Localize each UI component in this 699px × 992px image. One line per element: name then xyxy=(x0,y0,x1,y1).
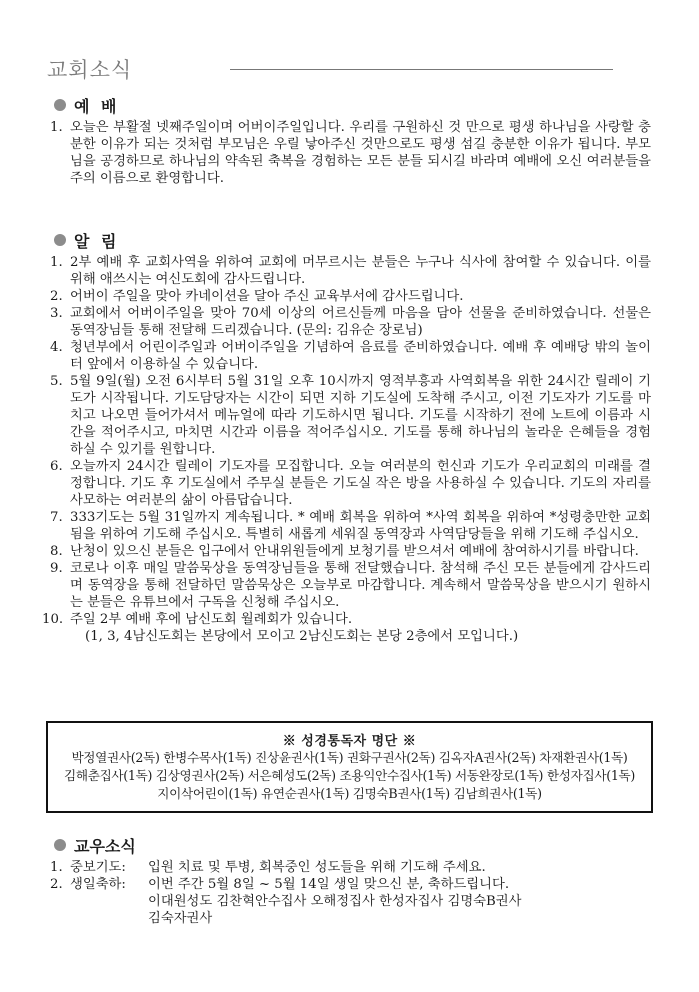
list-item xyxy=(50,288,651,305)
notices-title: 알 림 xyxy=(74,231,120,251)
list-item xyxy=(50,509,651,543)
birthday-names: 김숙자권사 xyxy=(148,911,213,926)
list-item xyxy=(50,543,651,560)
worship-section xyxy=(50,94,651,187)
item-text: 난청이 있으신 분들은 입구에서 안내위원들에게 보청기를 받으셔서 예배에 참여하시기를 바랍니다. xyxy=(70,544,639,559)
item-text: 333기도는 5월 31일까지 계속됩니다. * 예배 회복을 위하여 *사역 회복을 위하여 *성령충만한 교회됨을 위하여 기도해 주십시오. 특별히 새롭게 세워질 동역장과 사역담당들을 위해 기도해 주십시오. xyxy=(70,510,651,542)
list-item xyxy=(50,560,651,611)
list-item xyxy=(50,305,651,339)
item-text: 교회에서 어버이주일을 맞아 70세 이상의 어르신들께 마음을 담아 선물을 준비하였습니다. 선물은 동역장님들 통해 전달해 드리겠습니다. (문의: 김유순 장로님) xyxy=(70,306,651,338)
bible-readers-line: 박정열권사(2독) 한병수목사(1독) 진상윤권사(1독) 권화구권사(2독) 김옥자A권사(2독) 차재환권사(1독) xyxy=(71,750,628,765)
item-number: 1. xyxy=(50,860,63,875)
worship-title: 예 배 xyxy=(74,96,120,116)
item-number: 9. xyxy=(50,561,63,576)
item-number: 2. xyxy=(50,877,63,892)
item-number: 1. xyxy=(50,255,63,270)
item-text: 청년부에서 어린이주일과 어버이주일을 기념하여 음료를 준비하였습니다. 예배 후 예배당 밖의 놀이터 앞에서 이용하실 수 있습니다. xyxy=(70,340,651,372)
item-label: 생일축하: xyxy=(70,877,126,892)
item-number: 7. xyxy=(50,510,63,525)
item-text: 2부 예배 후 교회사역을 위하여 교회에 머무르시는 분들은 누구나 식사에 참여할 수 있습니다. 이를 위해 애쓰시는 여신도회에 감사드립니다. xyxy=(70,255,651,287)
birthday-names: 이대원성도 김찬혁안수집사 오해정집사 한성자집사 김명숙B권사 xyxy=(148,894,522,909)
members-title: 교우소식 xyxy=(74,836,136,856)
item-text: 어버이 주일을 맞아 카네이션을 달아 주신 교육부서에 감사드립니다. xyxy=(70,289,464,304)
list-item xyxy=(50,859,651,876)
item-text: 오늘까지 24시간 릴레이 기도자를 모집합니다. 오늘 여러분의 헌신과 기도가 우리교회의 미래를 결정합니다. 기도 후 기도실에서 주무실 분들은 기도실 작은 방을 사용하실 수 있습니다. 기도의 자리를 사모하는 여러분의 삶이 아름답습니다. xyxy=(70,459,651,508)
title-divider xyxy=(230,69,613,70)
list-item xyxy=(50,119,651,187)
item-number: 8. xyxy=(50,544,63,559)
list-item xyxy=(50,876,651,927)
list-item xyxy=(42,611,651,645)
item-number: 3. xyxy=(50,306,63,321)
bible-readers-box xyxy=(46,721,653,813)
item-number: 2. xyxy=(50,289,63,304)
item-number: 10. xyxy=(42,612,64,627)
item-number: 5. xyxy=(50,374,63,389)
members-section xyxy=(50,834,651,927)
item-text: 오늘은 부활절 넷째주일이며 어버이주일입니다. 우리를 구원하신 것 만으로 평생 하나님을 사랑할 충분한 이유가 되는 것처럼 부모님은 우릴 낳아주신 것만으로도 평생 섬길 충분한 이유가 됩니다. 부모님을 공경하므로 하나님의 약속된 축복을 경험하는 모든 분들 되시길 바라며 예배에 오신 여러분들을 주의 이름으로 환영합니다. xyxy=(70,120,651,186)
bible-readers-title: ※ 성경통독자 명단 ※ xyxy=(282,734,417,749)
item-number: 1. xyxy=(50,120,63,135)
item-text: 입원 치료 및 투병, 회복중인 성도들을 위해 기도해 주세요. xyxy=(148,860,486,875)
notices-section xyxy=(42,229,651,645)
bible-readers-line: 지이삭어린이(1독) 유연순권사(1독) 김명숙B권사(1독) 김남희권사(1독) xyxy=(157,786,542,801)
bullet-icon xyxy=(54,839,66,851)
item-label: 중보기도: xyxy=(70,860,126,875)
list-item xyxy=(50,373,651,458)
item-number: 6. xyxy=(50,459,63,474)
list-item xyxy=(50,254,651,288)
item-text: 5월 9일(월) 오전 6시부터 5월 31일 오후 10시까지 영적부흥과 사역회복을 위한 24시간 릴레이 기도가 시작됩니다. 기도담당자는 시간이 되면 지하 기도실에 도착해 주시고, 이전 기도자가 기도를 마치고 나오면 들어가셔서 메뉴얼에 따라 기도하시면 됩니다. 기도를 시작하기 전에 노트에 이름과 시간을 적어주시고, 마치면 시간과 이름을 적어주십시오. 기도를 통해 하나님의 놀라운 은혜들을 경험하실 수 있기를 원합니다. xyxy=(70,374,651,457)
bullet-icon xyxy=(54,99,66,111)
list-item xyxy=(50,458,651,509)
item-text: 코로나 이후 매일 말씀묵상을 동역장님들을 통해 전달했습니다. 참석해 주신 모든 분들에게 감사드리며 동역장을 통해 전달하던 말씀묵상은 오늘부로 마감합니다. 계속해서 말씀묵상을 받으시기 원하시는 분들은 유튜브에서 구독을 신청해 주십시오. xyxy=(70,561,651,610)
item-subtext: (1, 3, 4남신도회는 본당에서 모이고 2남신도회는 본당 2층에서 모입니다.) xyxy=(85,629,519,644)
page-title: 교회소식 xyxy=(47,58,133,82)
bible-readers-line: 김해춘집사(1독) 김상영권사(2독) 서은혜성도(2독) 조용익안수집사(1독) 서동완장로(1독) 한성자집사(1독) xyxy=(63,768,636,783)
item-number: 4. xyxy=(50,340,63,355)
list-item xyxy=(50,339,651,373)
item-text: 주일 2부 예배 후에 남신도회 월례회가 있습니다. xyxy=(70,612,353,627)
item-text: 이번 주간 5월 8일 ~ 5월 14일 생일 맞으신 분, 축하드립니다. xyxy=(148,877,510,892)
bullet-icon xyxy=(54,234,66,246)
